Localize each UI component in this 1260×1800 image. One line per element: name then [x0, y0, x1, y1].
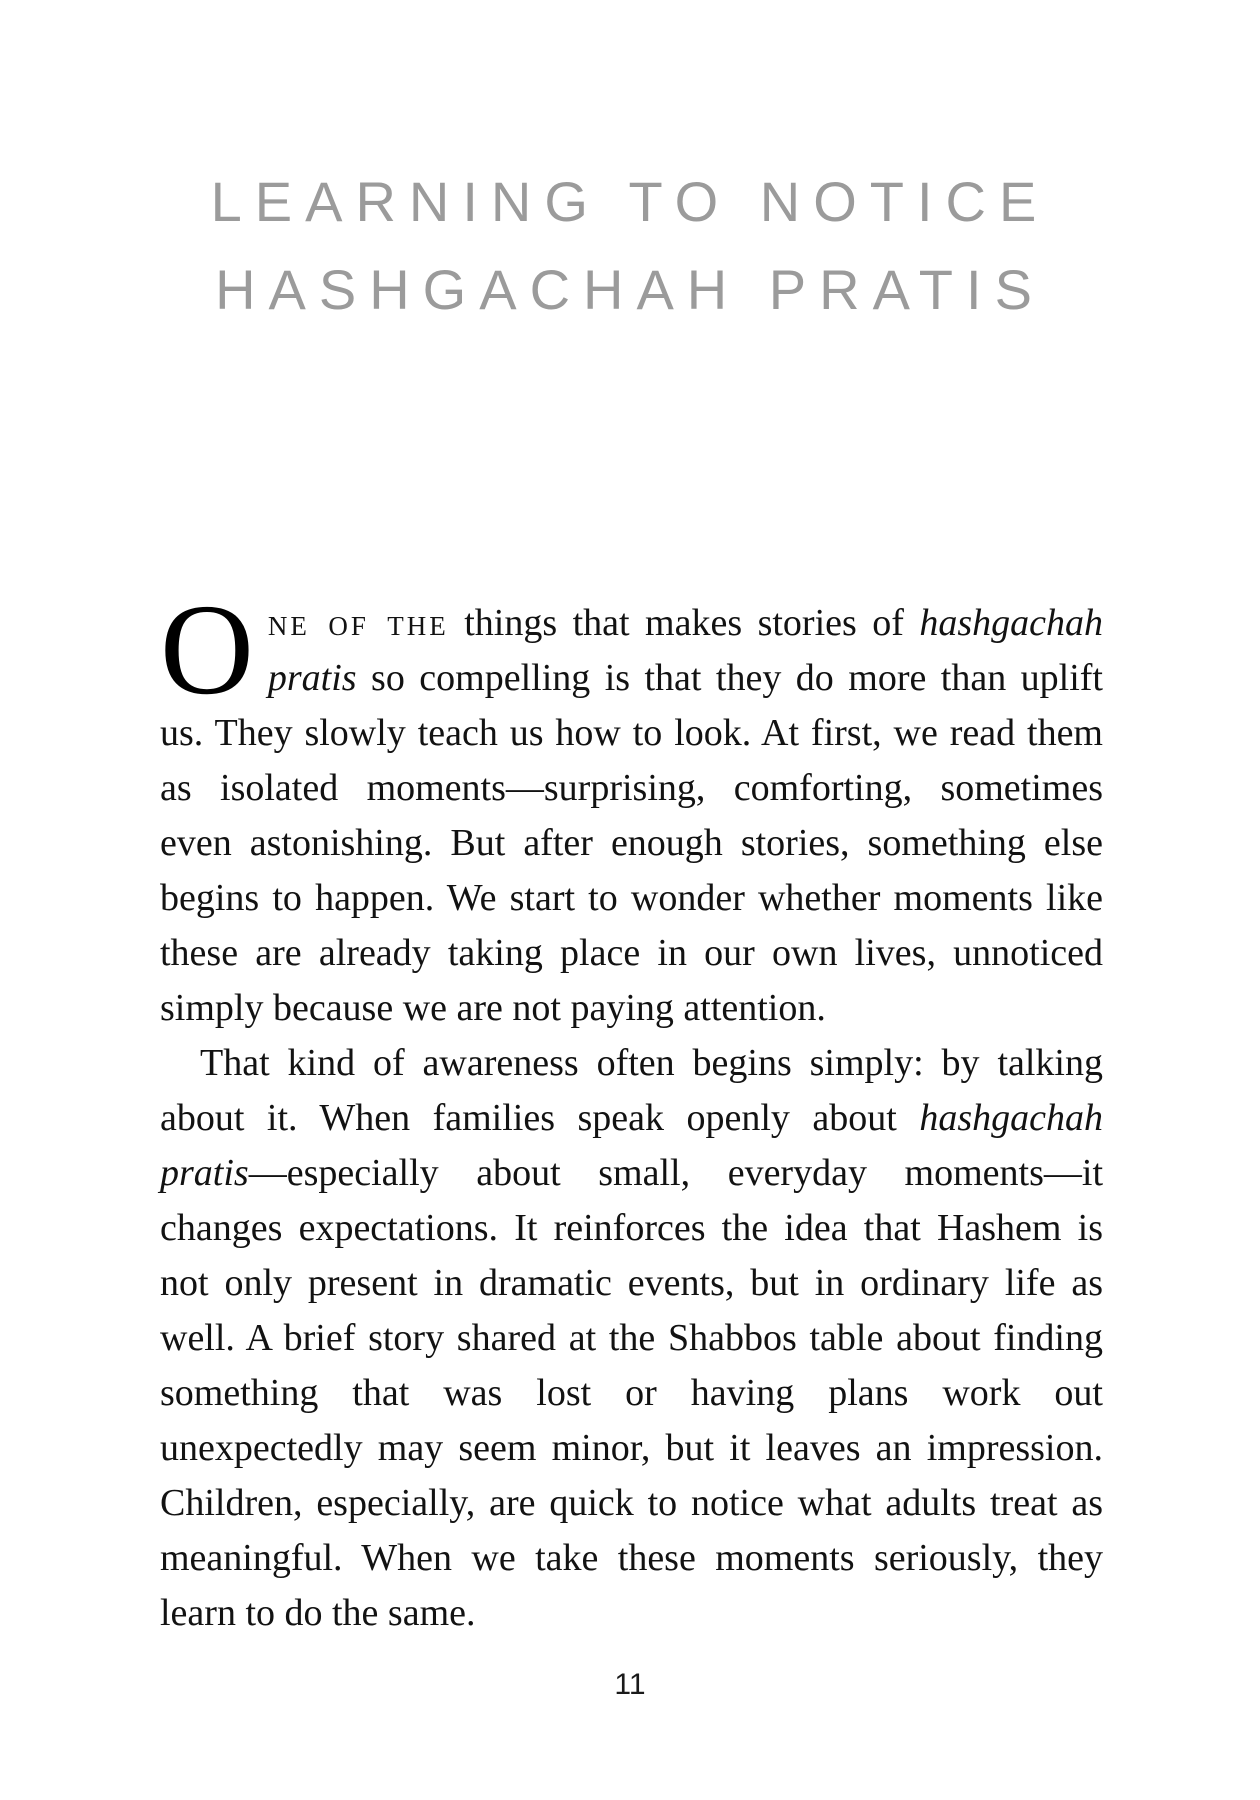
- paragraph: [160, 1036, 1103, 1641]
- chapter-title-line-1: LEARNING TO NOTICE: [210, 170, 1050, 233]
- chapter-title: [0, 0, 1260, 334]
- page-number: 11: [614, 1668, 646, 1701]
- paragraph: [160, 578, 1103, 1036]
- text-run: hashgachah pratis: [160, 1097, 1103, 1194]
- text-run: That kind of awareness often begins simply: by talking about it. When families speak openly about: [160, 1042, 1103, 1139]
- chapter-title-line-2: HASHGACHAH PRATIS: [215, 258, 1045, 321]
- text-run: so compelling is that they do more than uplift us. They slowly teach us how to look. At first, we read them as isolated moments—surprising, comforting, sometimes even astonishing. But after enough stories, something else begins to happen. We start to wonder whether moments like these are already taking place in our own lives, unnoticed simply because we are not paying attention.: [160, 657, 1103, 1029]
- drop-cap: O: [160, 578, 254, 722]
- text-run: —especially about small, everyday moments—it changes expectations. It reinforces the idea that Hashem is not only present in dramatic events, but in ordinary life as well. A brief story shared at the Shabbos table about finding something that was lost or having plans work out unexpectedly may seem minor, but it leaves an impression. Children, especially, are quick to notice what adults treat as meaningful. When we take these moments seriously, they learn to do the same.: [160, 1152, 1103, 1634]
- text-run: hashgachah pratis: [267, 602, 1103, 699]
- text-run: things that makes stories of: [448, 602, 920, 644]
- text-run: ne of the: [267, 602, 449, 644]
- chapter-body: [160, 578, 1103, 1641]
